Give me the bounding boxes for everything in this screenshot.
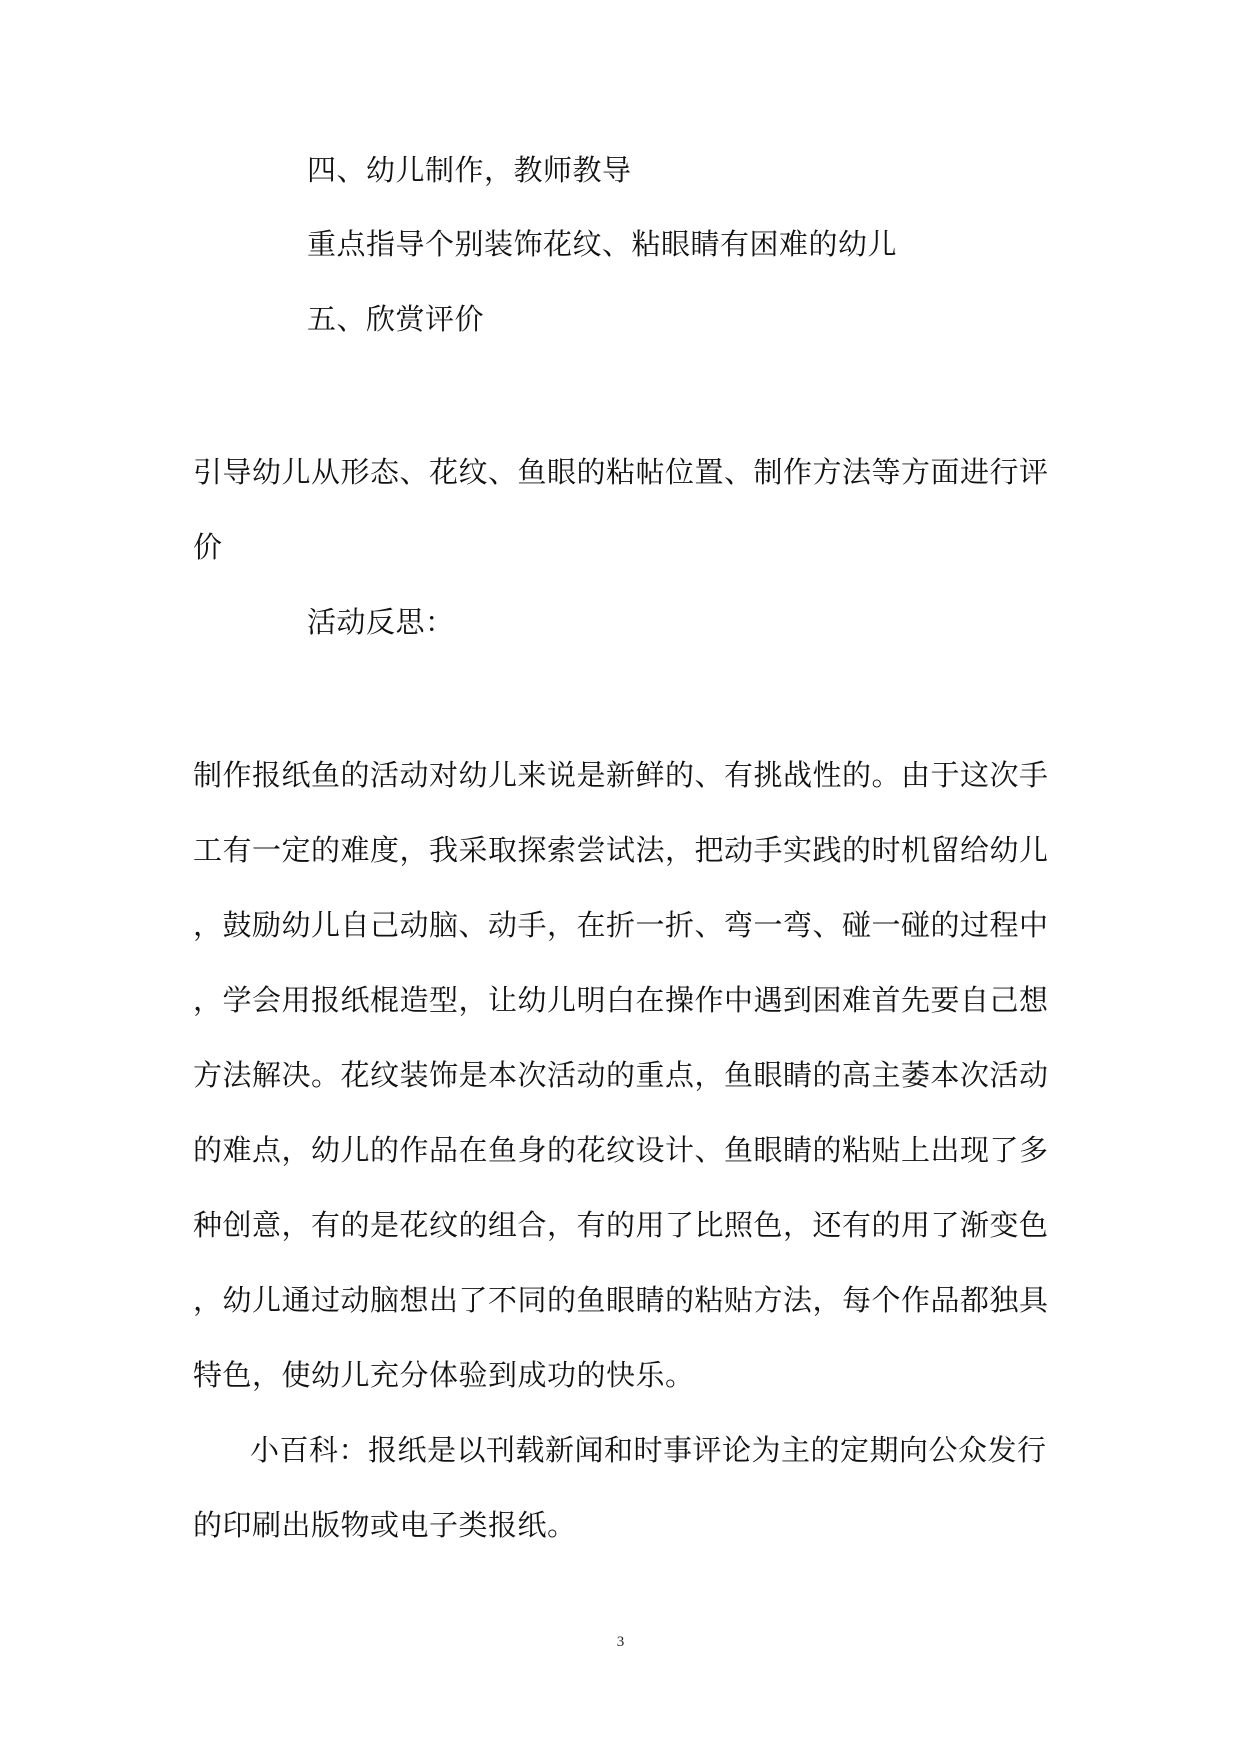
reflection-line: 的难点，幼儿的作品在鱼身的花纹设计、鱼眼睛的粘贴上出现了多: [193, 1133, 1049, 1167]
page-number: 3: [616, 1634, 625, 1650]
reflection-line: ，鼓励幼儿自己动脑、动手，在折一折、弯一弯、碰一碰的过程中: [193, 908, 1049, 942]
reflection-line: ，幼儿通过动脑想出了不同的鱼眼睛的粘贴方法，每个作品都独具: [193, 1283, 1049, 1317]
reflection-line: 特色，使幼儿充分体验到成功的快乐。: [193, 1358, 695, 1392]
section-5-text-line: 价: [193, 530, 223, 564]
reflection-line: 方法解决。花纹装饰是本次活动的重点，鱼眼睛的高主萎本次活动: [193, 1058, 1049, 1092]
reflection-line: 工有一定的难度，我采取探索尝试法，把动手实践的时机留给幼儿: [193, 833, 1049, 867]
reflection-line: 种创意，有的是花纹的组合，有的用了比照色，还有的用了渐变色: [193, 1208, 1049, 1242]
encyclopedia-line: 的印刷出版物或电子类报纸。: [193, 1508, 577, 1542]
reflection-line: ，学会用报纸棍造型，让幼儿明白在操作中遇到困难首先要自己想: [193, 983, 1049, 1017]
section-5-heading: 五、欣赏评价: [307, 302, 485, 336]
section-4-text: 重点指导个别装饰花纹、粘眼睛有困难的幼儿: [307, 227, 898, 261]
section-5-text-line: 引导幼儿从形态、花纹、鱼眼的粘帖位置、制作方法等方面进行评: [193, 455, 1049, 489]
reflection-heading: 活动反思：: [307, 605, 455, 639]
reflection-line: 制作报纸鱼的活动对幼儿来说是新鲜的、有挑战性的。由于这次手: [193, 758, 1049, 792]
section-4-heading: 四、幼儿制作，教师教导: [307, 153, 632, 187]
encyclopedia-line: 小百科：报纸是以刊载新闻和时事评论为主的定期向公众发行: [250, 1433, 1047, 1467]
